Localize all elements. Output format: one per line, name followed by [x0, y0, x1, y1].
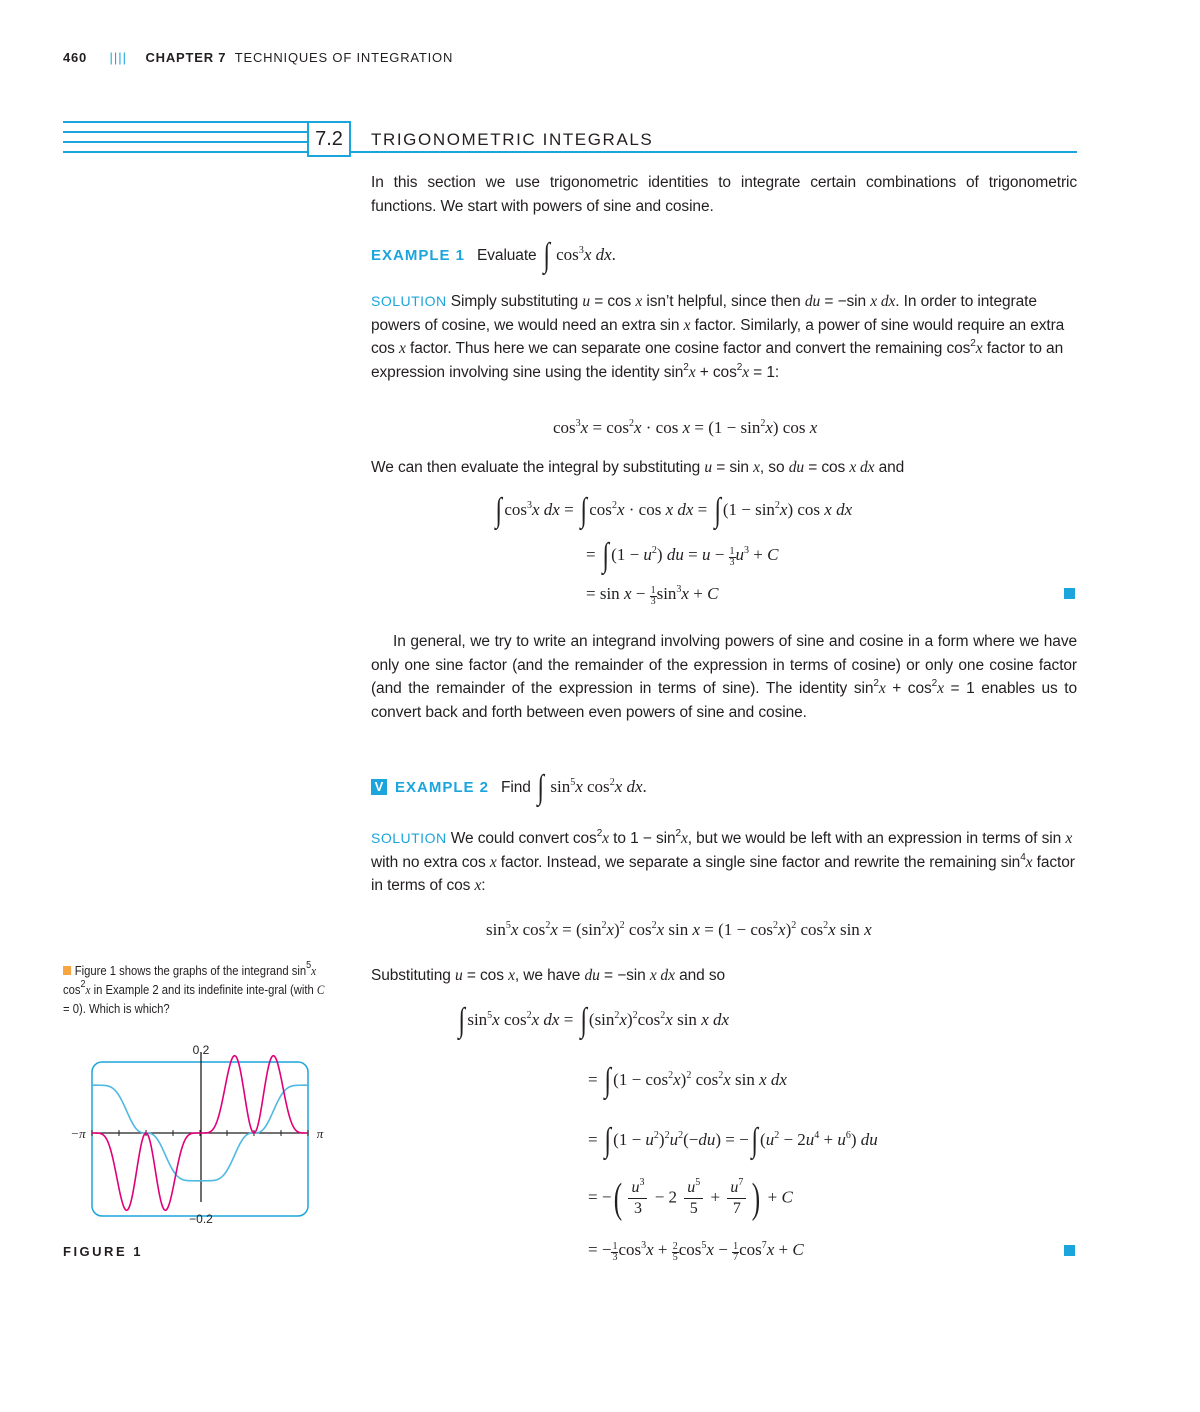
- example1-solution-label: SOLUTION: [371, 293, 447, 309]
- example2-badge: V: [371, 779, 387, 795]
- example1-solution: SOLUTION Simply substituting u = cos x isn’t helpful, since then du = −sin x dx. In order to integrate powers of cosine, we would need an extra sin x factor. Similarly, a power of sine would require an extra cos x factor. Thus here we can separate one cosine factor and convert the remaining $\cos^2x$ factor to an expression involving sine using the identity $\sin^2x + \cos^2x = 1$:: [371, 293, 1065, 381]
- example2-solution: SOLUTION We could convert $\cos^2x$ to $1 - \sin^2x$, but we would be left with an expression in terms of sin x with no extra cos x factor. Instead, we separate a single sine factor and rewrite the remaining $\sin^4x$ factor in terms of cos x:: [371, 828, 1075, 894]
- section-title: TRIGONOMETRIC INTEGRALS: [371, 130, 654, 149]
- example2-integral: ∫ $\sin^5x$ $\cos^2x$ dx.: [537, 769, 647, 806]
- y-tick-label-bottom: −0.2: [189, 1212, 213, 1226]
- end-of-example2-marker: [1064, 1245, 1075, 1256]
- chapter-label: CHAPTER 7: [145, 50, 227, 65]
- example2-eq-line3: = ∫ $(1 - u^2)^2u^2(-du)$ = −∫ $(u^2 - 2u^4 + u^6)$ du: [588, 1122, 878, 1159]
- example1-identity-eq: $\cos^3x = \cos^2x \cdot \cos x = (1 - \sin^2x)$ cos x: [553, 418, 818, 437]
- y-tick-label-top: 0.2: [192, 1043, 210, 1057]
- example1-eq-line3: = sin x − $\frac{1}{3}$ $\sin^3x + C$: [586, 584, 719, 607]
- example2-lead: Find: [501, 779, 531, 796]
- example2-eq-line1: ∫ $\sin^5x$ $\cos^2x$ dx = ∫ $(\sin^2x)^2\cos^2x$ sin x dx: [458, 1002, 730, 1039]
- example2-eq-line2: = ∫ $(1 - \cos^2x)^2$ $\cos^2x$ sin x dx: [588, 1062, 787, 1099]
- margin-note-text: Figure 1 shows the graphs of the integrand $\sin^5x$ $\cos^2x$ in Example 2 and its indefinite inte-gral (with C = 0). Which is which?: [63, 960, 325, 1016]
- example2-identity-eq: $\sin^5x$ $\cos^2x = (\sin^2x)^2$ $\cos^2x$ $\sin x = (1 - \cos^2x)^2$ $\cos^2x$ sin x: [486, 920, 872, 939]
- example1-eq-line1: ∫ $\cos^3x$ dx = ∫ $\cos^2x \cdot \cos x$ dx = ∫ $(1 - \sin^2x)$ cos x dx: [495, 492, 853, 529]
- page-number: 460: [63, 50, 88, 65]
- intro-paragraph: In this section we use trigonometric identities to integrate certain combinations of trigonometric functions. We start with powers of sine and cosine.: [371, 174, 1077, 215]
- running-header: [63, 50, 453, 65]
- example1-integral: ∫ $\cos^3x$ dx.: [542, 237, 616, 274]
- section-number-box: [307, 121, 351, 157]
- x-tick-label-right: π: [316, 1126, 324, 1141]
- example2-solution-label: SOLUTION: [371, 830, 447, 846]
- example2-sub-text: Substituting u = cos x, we have du = −sin x dx and so: [371, 967, 726, 984]
- end-of-example1-marker: [1064, 588, 1075, 599]
- section-underline: [351, 151, 1077, 153]
- example1-sub-text: We can then evaluate the integral by substituting u = sin x, so du = cos x dx and: [371, 459, 905, 476]
- general-paragraph: In general, we try to write an integrand involving powers of sine and cosine in a form where we have only one sine factor (and the remainder of the expression in terms of cosine) or only one cosine factor (and the remainder of the expression in terms of sine). The identity $\sin^2x + \cos^2x = 1$ enables us to convert back and forth between even powers of sine and cosine.: [371, 633, 1078, 721]
- chart-frame: [92, 1062, 308, 1216]
- example1-eq-line2: = ∫ $(1 - u^2)$ du = u − $\frac{1}{3}$ $u^3 + C$: [586, 537, 779, 574]
- figure1-chart: [60, 1040, 360, 1240]
- example2-heading: [371, 769, 647, 806]
- margin-note-bullet: [63, 966, 71, 975]
- x-tick-label-left: −π: [70, 1126, 86, 1141]
- chapter-title: TECHNIQUES OF INTEGRATION: [234, 50, 454, 65]
- example2-eq-line5: = − $\frac{1}{3}$ $\cos^3x$ + $\frac{2}{5}$ $\cos^5x$ − $\frac{1}{7}$ $\cos^7x + C$: [588, 1240, 804, 1263]
- margin-note: [63, 962, 363, 1019]
- figure-label: FIGURE 1: [63, 1244, 143, 1259]
- example1-heading: [371, 237, 616, 274]
- example1-lead: Evaluate: [477, 247, 537, 264]
- section-number: 7.2: [315, 128, 343, 150]
- example1-label: EXAMPLE 1: [371, 247, 466, 264]
- example2-label: EXAMPLE 2: [395, 779, 490, 796]
- section-rule-lines: [63, 121, 307, 157]
- header-bars: ||||: [109, 50, 128, 65]
- example2-eq-line4: = −( $\frac{u^3}{3}$ − 2 $\frac{u^5}{5}$ + $\frac{u^7}{7}$ ) + C: [588, 1175, 793, 1222]
